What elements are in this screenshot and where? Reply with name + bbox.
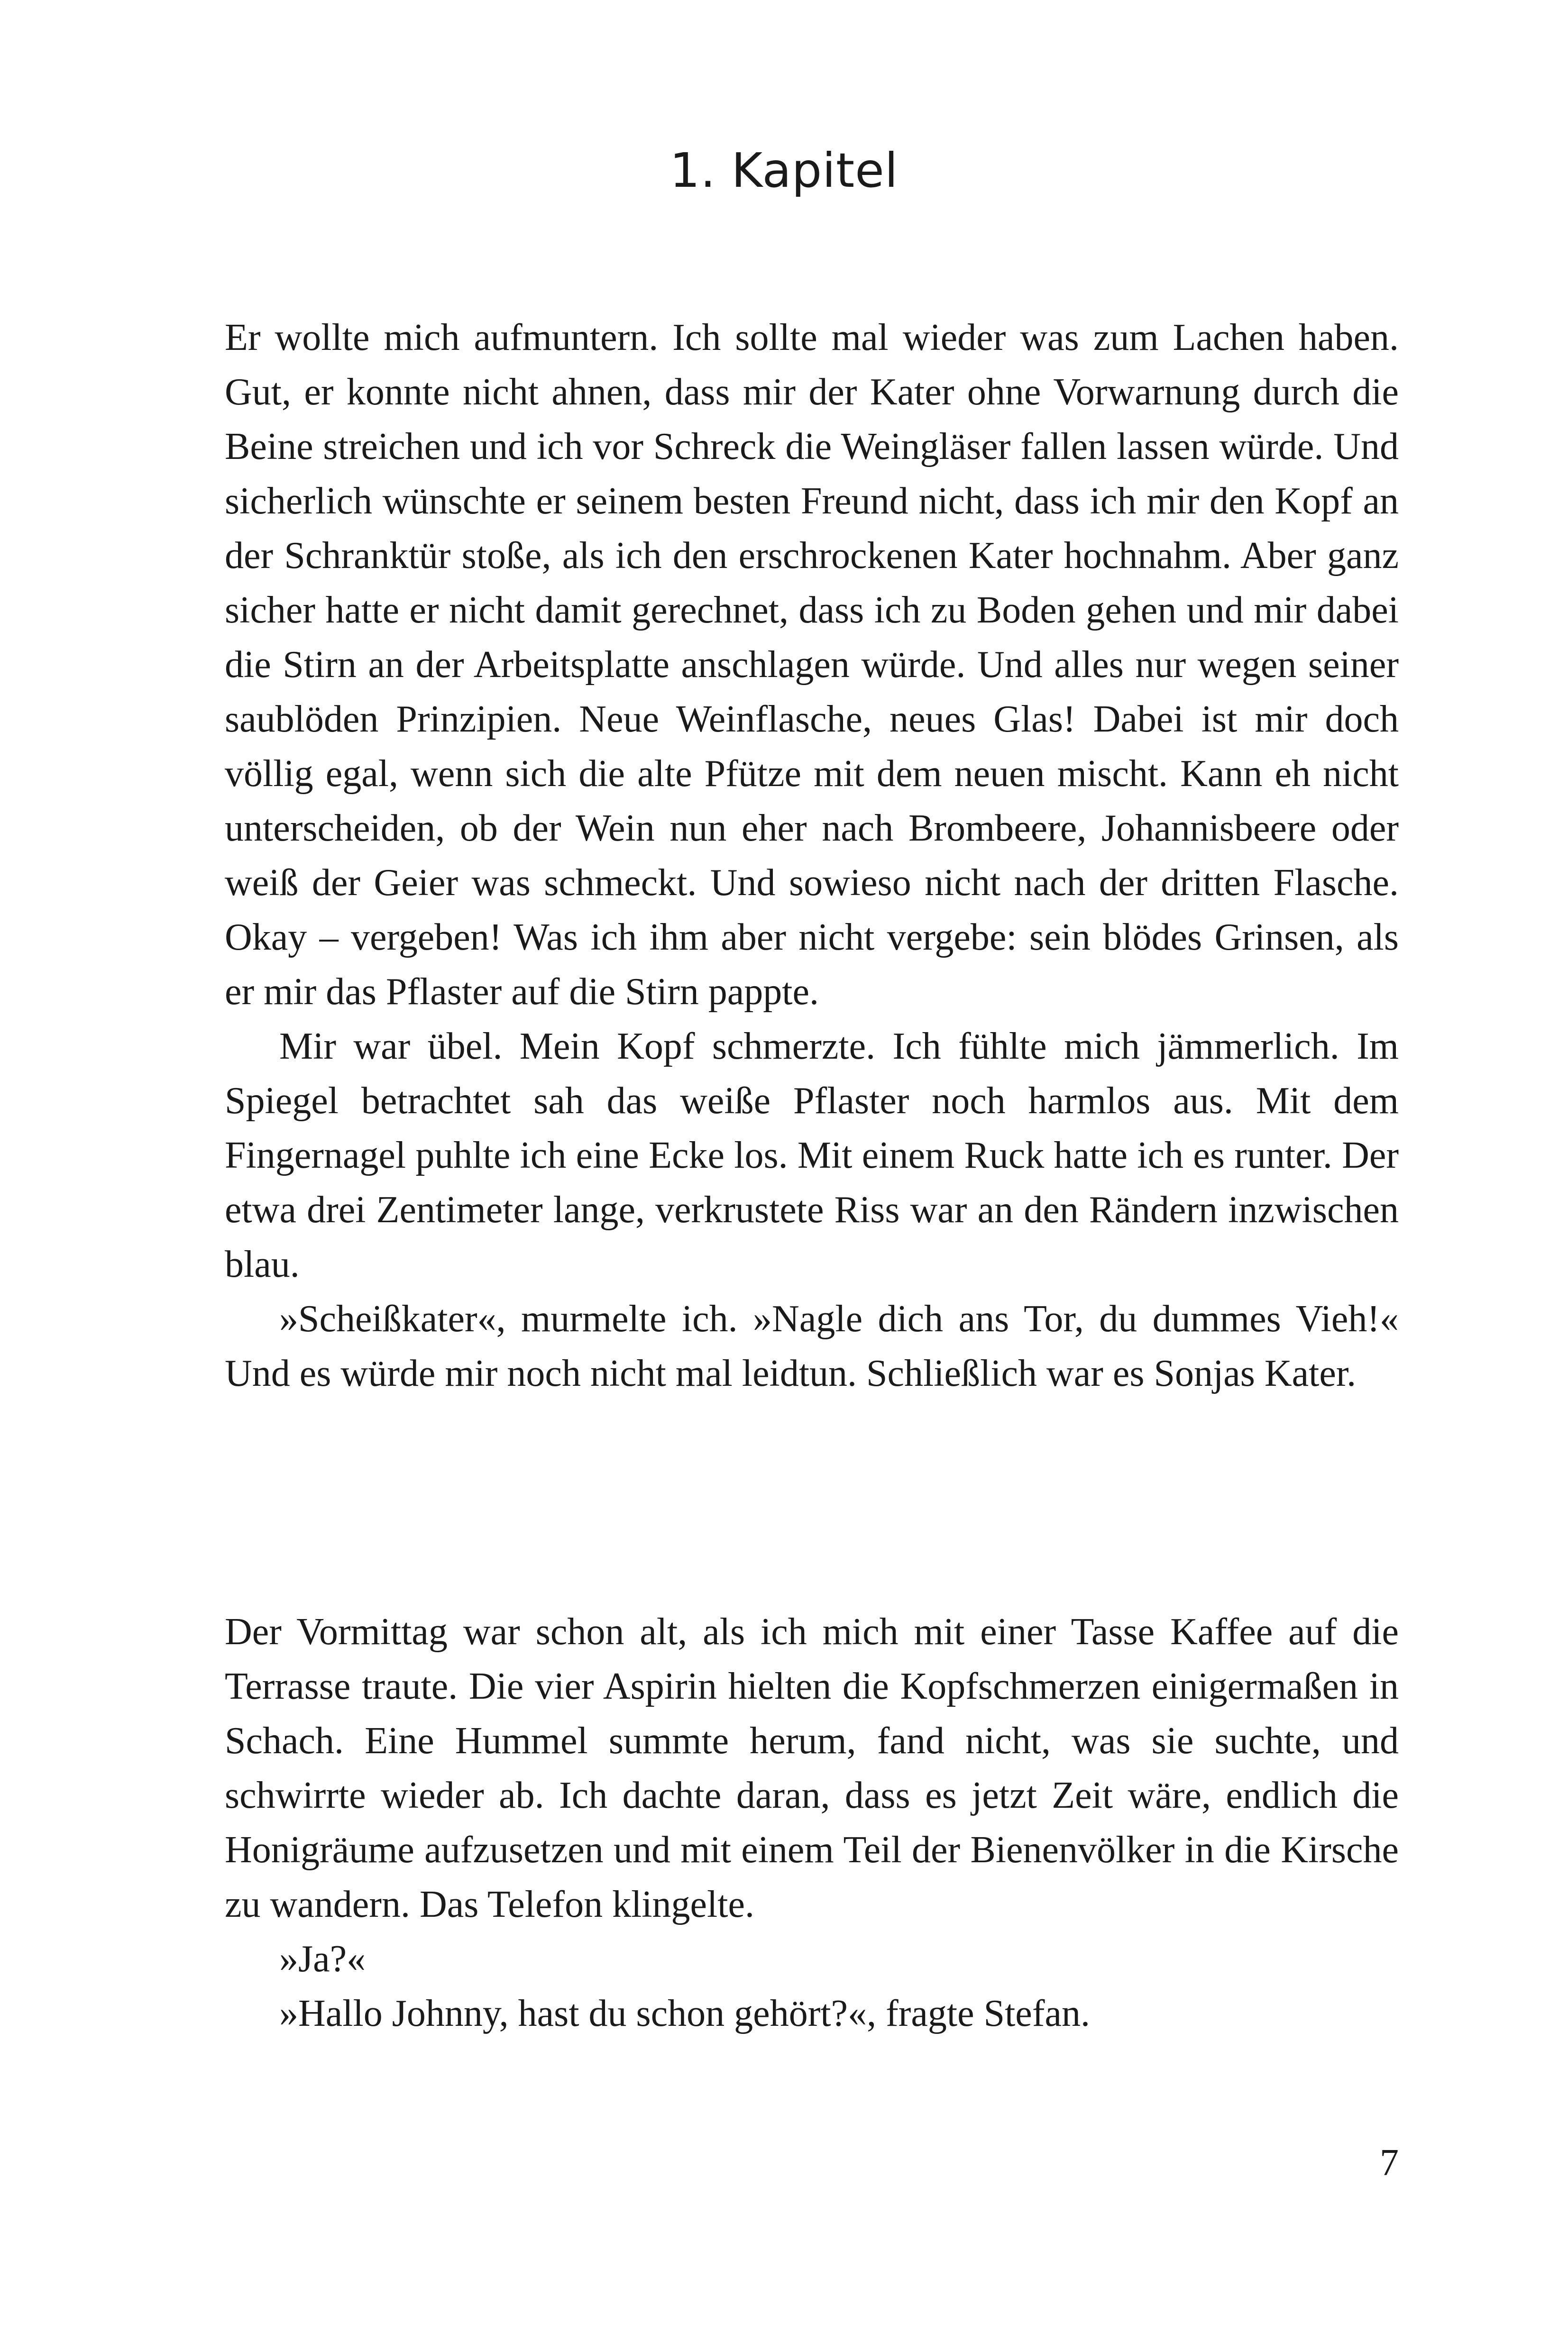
paragraph: »Hallo Johnny, hast du schon gehört?«, fragte Stefan. [279,1993,1090,2034]
text-section-1 [225,311,1399,1401]
paragraph: »Scheißkater«, murmelte ich. »Nagle dich ans Tor, du dummes Vieh!« Und es würde mir noch nicht mal leidtun. Schließlich war es Sonjas Kater. [225,1298,1399,1394]
paragraph: Er wollte mich aufmuntern. Ich sollte mal wieder was zum Lachen haben. Gut, er konnte nicht ahnen, dass mir der Kater ohne Vorwarnung durch die Beine streichen und ich vor Schreck die Weingläser fallen lassen würde. Und sicherlich wünschte er seinem besten Freund nicht, dass ich mir den Kopf an der Schranktür stoße, als ich den erschrockenen Kater hochnahm. Aber ganz sicher hatte er nicht damit gerechnet, dass ich zu Boden gehen und mir dabei die Stirn an der Arbeitsplatte anschlagen würde. Und alles nur wegen seiner saublöden Prinzipien. Neue Weinflasche, neues Glas! Dabei ist mir doch völlig egal, wenn sich die alte Pfütze mit dem neuen mischt. Kann eh nicht unterscheiden, ob der Wein nun eher nach Brombeere, Johannisbeere oder weiß der Geier was schmeckt. Und sowieso nicht nach der dritten Flasche. Okay – vergeben! Was ich ihm aber nicht vergebe: sein blödes Grinsen, als er mir das Pflaster auf die Stirn pappte. [225,317,1399,1013]
paragraph: Der Vormittag war schon alt, als ich mich mit einer Tasse Kaffee auf die Terrasse traute. Die vier Aspirin hielten die Kopfschmerzen einigermaßen in Schach. Eine Hummel summte herum, fand nicht, was sie suchte, und schwirrte wieder ab. Ich dachte daran, dass es jetzt Zeit wäre, endlich die Honigräume aufzusetzen und mit einem Teil der Bienenvölker in die Kirsche zu wandern. Das Telefon klingelte. [225,1611,1399,1925]
text-section-2 [225,1605,1399,2041]
page-number: 7 [1380,2142,1399,2184]
paragraph: Mir war übel. Mein Kopf schmerzte. Ich fühlte mich jämmerlich. Im Spiegel betrachtet sah das weiße Pflaster noch harmlos aus. Mit dem Fingernagel puhlte ich eine Ecke los. Mit einem Ruck hatte ich es runter. Der etwa drei Zentimeter lange, verkrustete Riss war an den Rändern inzwischen blau. [225,1025,1399,1285]
chapter-title: 1. Kapitel [669,143,899,198]
paragraph: »Ja?« [279,1938,366,1980]
